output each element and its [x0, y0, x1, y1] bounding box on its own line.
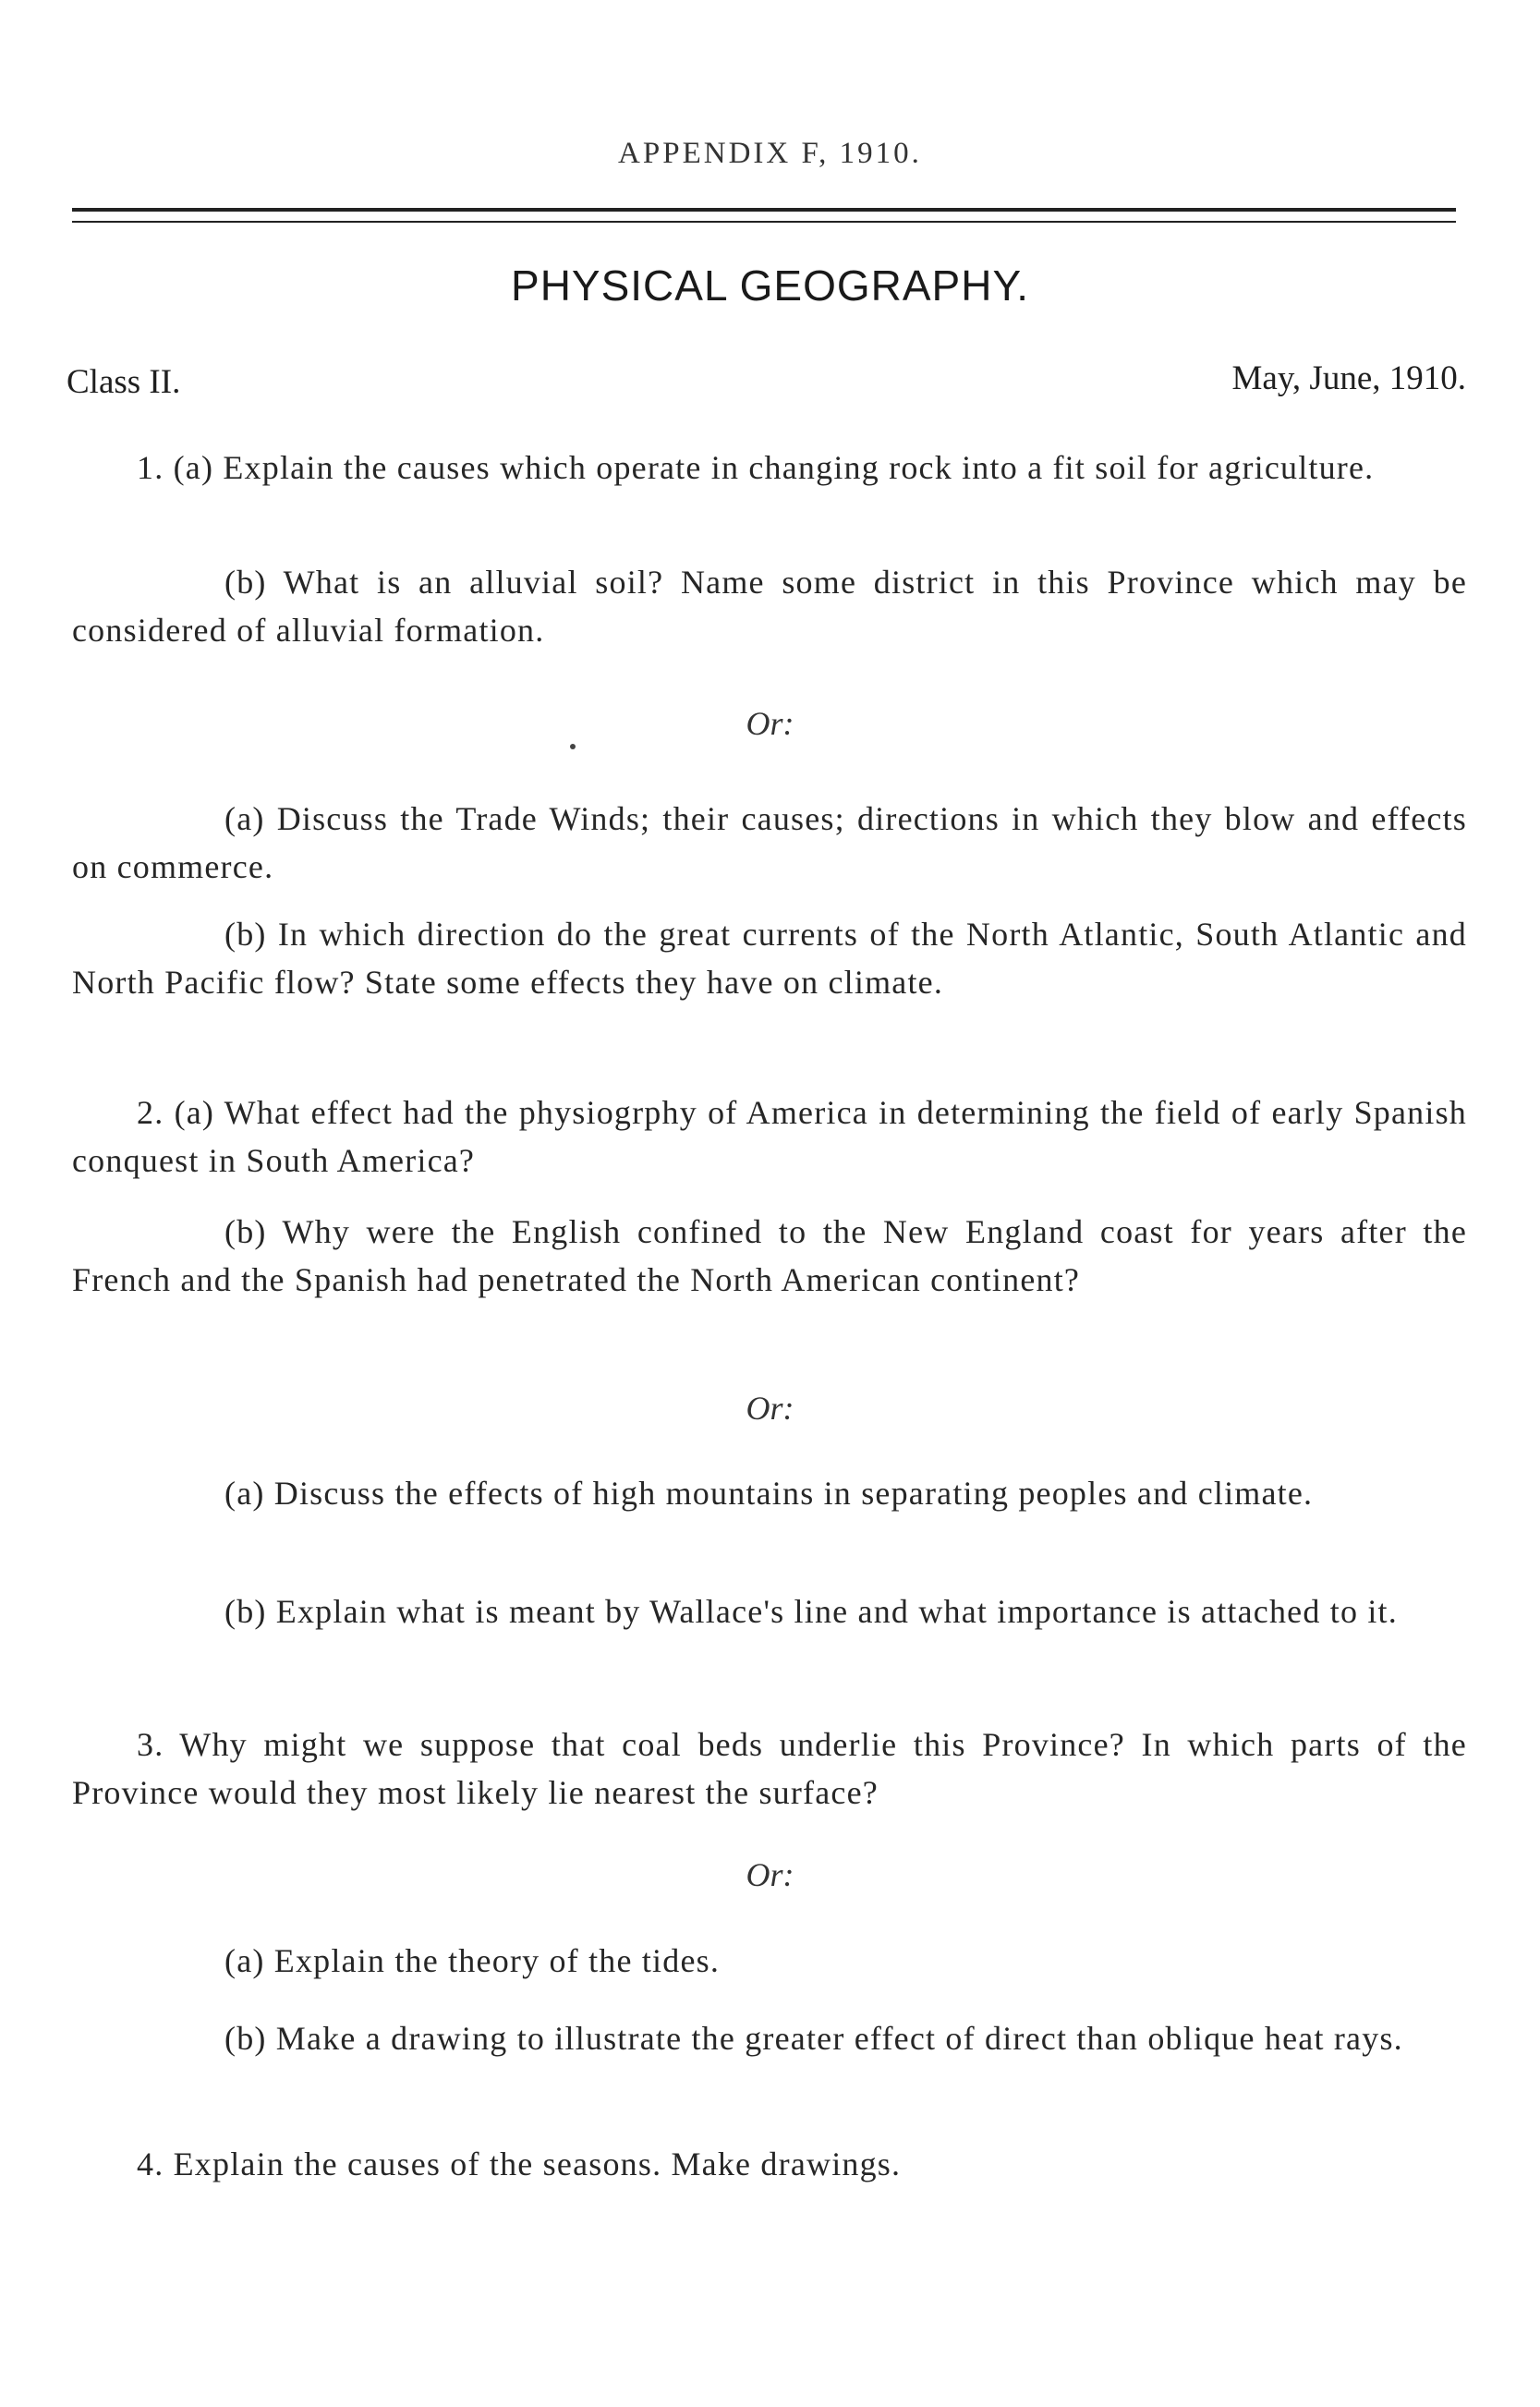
question-2a: 2. (a) What effect had the physiogrphy of America in determining the field of early Spanish conquest in South America?: [72, 1094, 1467, 1179]
class-label: Class II.: [67, 363, 181, 401]
print-speck: [570, 744, 576, 749]
question-1b: (b) What is an alluvial soil? Name some district in this Province which may be considered of alluvial formation.: [72, 564, 1467, 649]
question-3a-alt: (a) Explain the theory of the tides.: [224, 1942, 721, 1979]
page-title: PHYSICAL GEOGRAPHY.: [511, 261, 1029, 310]
question-1a-alt: (a) Discuss the Trade Winds; their causes; directions in which they blow and effects on commerce.: [72, 800, 1467, 885]
appendix-header: APPENDIX F, 1910.: [618, 137, 922, 170]
question-2b: (b) Why were the English confined to the New England coast for years after the French and the Spanish had penetrated the North American continent?: [72, 1213, 1467, 1298]
question-3: 3. Why might we suppose that coal beds underlie this Province? In which parts of the Province would they most likely lie nearest the surface?: [72, 1726, 1467, 1811]
question-4: 4. Explain the causes of the seasons. Make drawings.: [137, 2146, 902, 2182]
question-3b-alt: (b) Make a drawing to illustrate the greater effect of direct than oblique heat rays.: [224, 2020, 1403, 2057]
header-rule-thick: [72, 208, 1456, 212]
header-rule-thin: [72, 221, 1456, 223]
or-divider: Or:: [746, 705, 794, 742]
or-divider: Or:: [746, 1390, 794, 1427]
question-2a-alt: (a) Discuss the effects of high mountains in separating peoples and climate.: [224, 1475, 1314, 1512]
question-1a: 1. (a) Explain the causes which operate in changing rock into a fit soil for agriculture.: [137, 449, 1375, 486]
exam-date: May, June, 1910.: [1231, 359, 1466, 397]
or-divider: Or:: [746, 1856, 794, 1893]
question-1b-alt: (b) In which direction do the great currents of the North Atlantic, South Atlantic and North Pacific flow? State some effects they have on climate.: [72, 916, 1467, 1001]
question-2b-alt: (b) Explain what is meant by Wallace's line and what importance is attached to it.: [224, 1593, 1398, 1630]
